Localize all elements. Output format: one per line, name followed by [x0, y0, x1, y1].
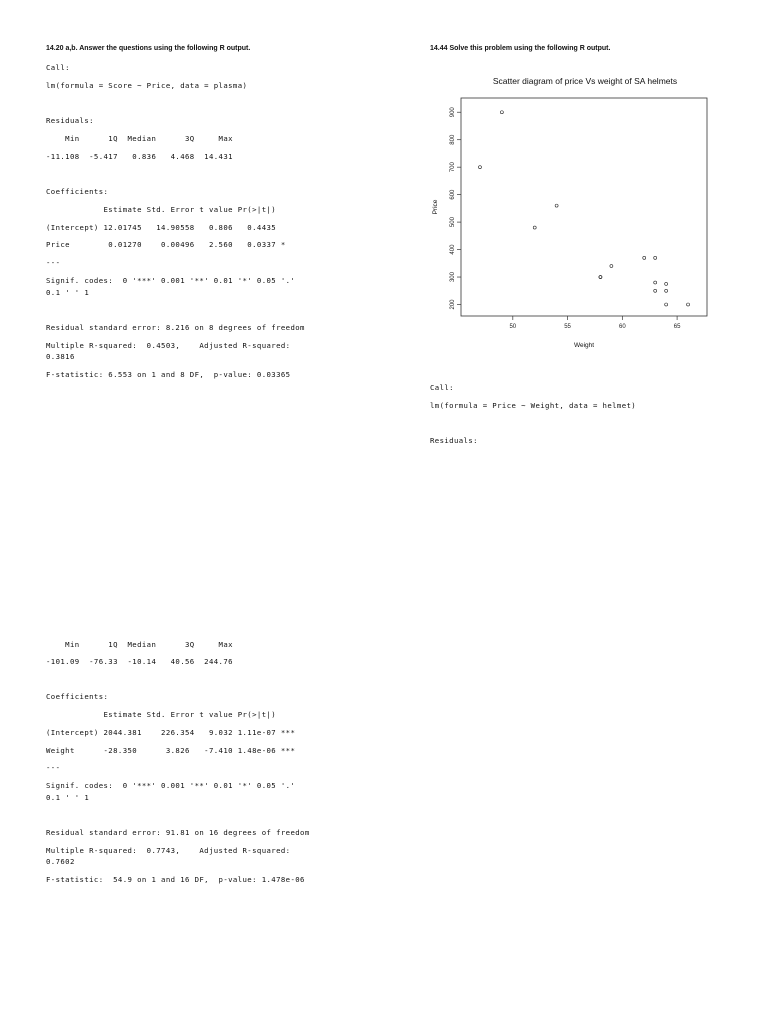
- y-axis-label: Price: [432, 199, 439, 215]
- data-point: [654, 289, 657, 292]
- x-axis: [509, 316, 681, 330]
- x-axis-label: Weight: [573, 342, 595, 349]
- output-coef-price: Price 0.01270 0.00496 2.560 0.0337 *: [46, 240, 286, 249]
- y-axis: [450, 107, 461, 310]
- output-residuals-values: -11.108 -5.417 0.836 4.468 14.431: [46, 152, 233, 161]
- y-tick-label: 800: [450, 134, 456, 145]
- helmet-r-squared-cont: 0.7602: [46, 857, 75, 866]
- output-r-squared: Multiple R-squared: 0.4503, Adjusted R-squared:: [46, 341, 291, 350]
- data-point: [478, 166, 481, 169]
- data-point: [500, 111, 503, 114]
- scatter-chart: [425, 70, 725, 350]
- data-point: [654, 256, 657, 259]
- helmet-residuals-header: Min 1Q Median 3Q Max: [46, 640, 233, 649]
- helmet-separator: ---: [46, 763, 61, 772]
- x-tick-label: 55: [564, 324, 571, 330]
- data-point: [687, 303, 690, 306]
- output-residual-se: Residual standard error: 8.216 on 8 degrees of freedom: [46, 323, 305, 332]
- data-points: [478, 111, 689, 306]
- data-point: [610, 265, 613, 268]
- output-residuals-label: Residuals:: [46, 116, 94, 125]
- data-point: [665, 303, 668, 306]
- x-tick-label: 60: [618, 324, 626, 330]
- x-tick-label: 65: [673, 324, 681, 330]
- problem-14-44-heading: 14.44 Solve this problem using the following R output.: [430, 45, 611, 52]
- data-point: [599, 276, 602, 279]
- helmet-signif-codes-cont: 0.1 ' ' 1: [46, 793, 90, 802]
- output-r-squared-cont: 0.3816: [46, 352, 75, 361]
- problem-14-20-heading: 14.20 a,b. Answer the questions using the following R output.: [46, 45, 251, 52]
- output-signif-codes: Signif. codes: 0 '***' 0.001 '**' 0.01 '*' 0.05 '.': [46, 276, 296, 285]
- output-call-label: Call:: [46, 63, 70, 72]
- helmet-coef-header: Estimate Std. Error t value Pr(>|t|): [46, 710, 277, 719]
- output-coef-header: Estimate Std. Error t value Pr(>|t|): [46, 205, 277, 214]
- chart-title: Scatter diagram of price Vs weight of SA helmets: [492, 76, 678, 86]
- helmet-signif-codes: Signif. codes: 0 '***' 0.001 '**' 0.01 '*' 0.05 '.': [46, 781, 296, 790]
- helmet-residuals-label: Residuals:: [430, 436, 478, 445]
- y-tick-label: 300: [450, 272, 456, 283]
- output-formula: lm(formula = Score ~ Price, data = plasma): [46, 81, 248, 90]
- y-tick-label: 600: [450, 189, 456, 200]
- helmet-r-squared: Multiple R-squared: 0.7743, Adjusted R-squared:: [46, 846, 291, 855]
- helmet-residuals-values: -101.09 -76.33 -10.14 40.56 244.76: [46, 657, 233, 666]
- data-point: [654, 281, 657, 284]
- helmet-coef-intercept: (Intercept) 2044.381 226.354 9.032 1.11e-07 ***: [46, 728, 296, 737]
- helmet-residual-se: Residual standard error: 91.81 on 16 degrees of freedom: [46, 828, 310, 837]
- helmet-f-statistic: F-statistic: 54.9 on 1 and 16 DF, p-value: 1.478e-06: [46, 875, 305, 884]
- data-point: [643, 256, 646, 259]
- y-tick-label: 900: [450, 107, 456, 118]
- helmet-call-label: Call:: [430, 383, 454, 392]
- output-signif-codes-cont: 0.1 ' ' 1: [46, 288, 90, 297]
- output-separator: ---: [46, 258, 61, 267]
- data-point: [533, 226, 536, 229]
- plot-frame: [461, 98, 707, 316]
- x-tick-label: 50: [509, 324, 517, 330]
- helmet-coef-weight: Weight -28.350 3.826 -7.410 1.48e-06 ***: [46, 746, 296, 755]
- y-tick-label: 500: [450, 217, 456, 228]
- data-point: [665, 282, 668, 285]
- output-coefficients-label: Coefficients:: [46, 187, 109, 196]
- data-point: [665, 289, 668, 292]
- output-residuals-header: Min 1Q Median 3Q Max: [46, 134, 233, 143]
- data-point: [555, 204, 558, 207]
- output-coef-intercept: (Intercept) 12.01745 14.90558 0.806 0.4435: [46, 223, 277, 232]
- y-tick-label: 700: [450, 162, 456, 173]
- y-tick-label: 400: [450, 244, 456, 255]
- helmet-coefficients-label: Coefficients:: [46, 692, 109, 701]
- y-tick-label: 200: [450, 299, 456, 310]
- helmet-formula: lm(formula = Price ~ Weight, data = helmet): [430, 401, 637, 410]
- output-f-statistic: F-statistic: 6.553 on 1 and 8 DF, p-value: 0.03365: [46, 370, 291, 379]
